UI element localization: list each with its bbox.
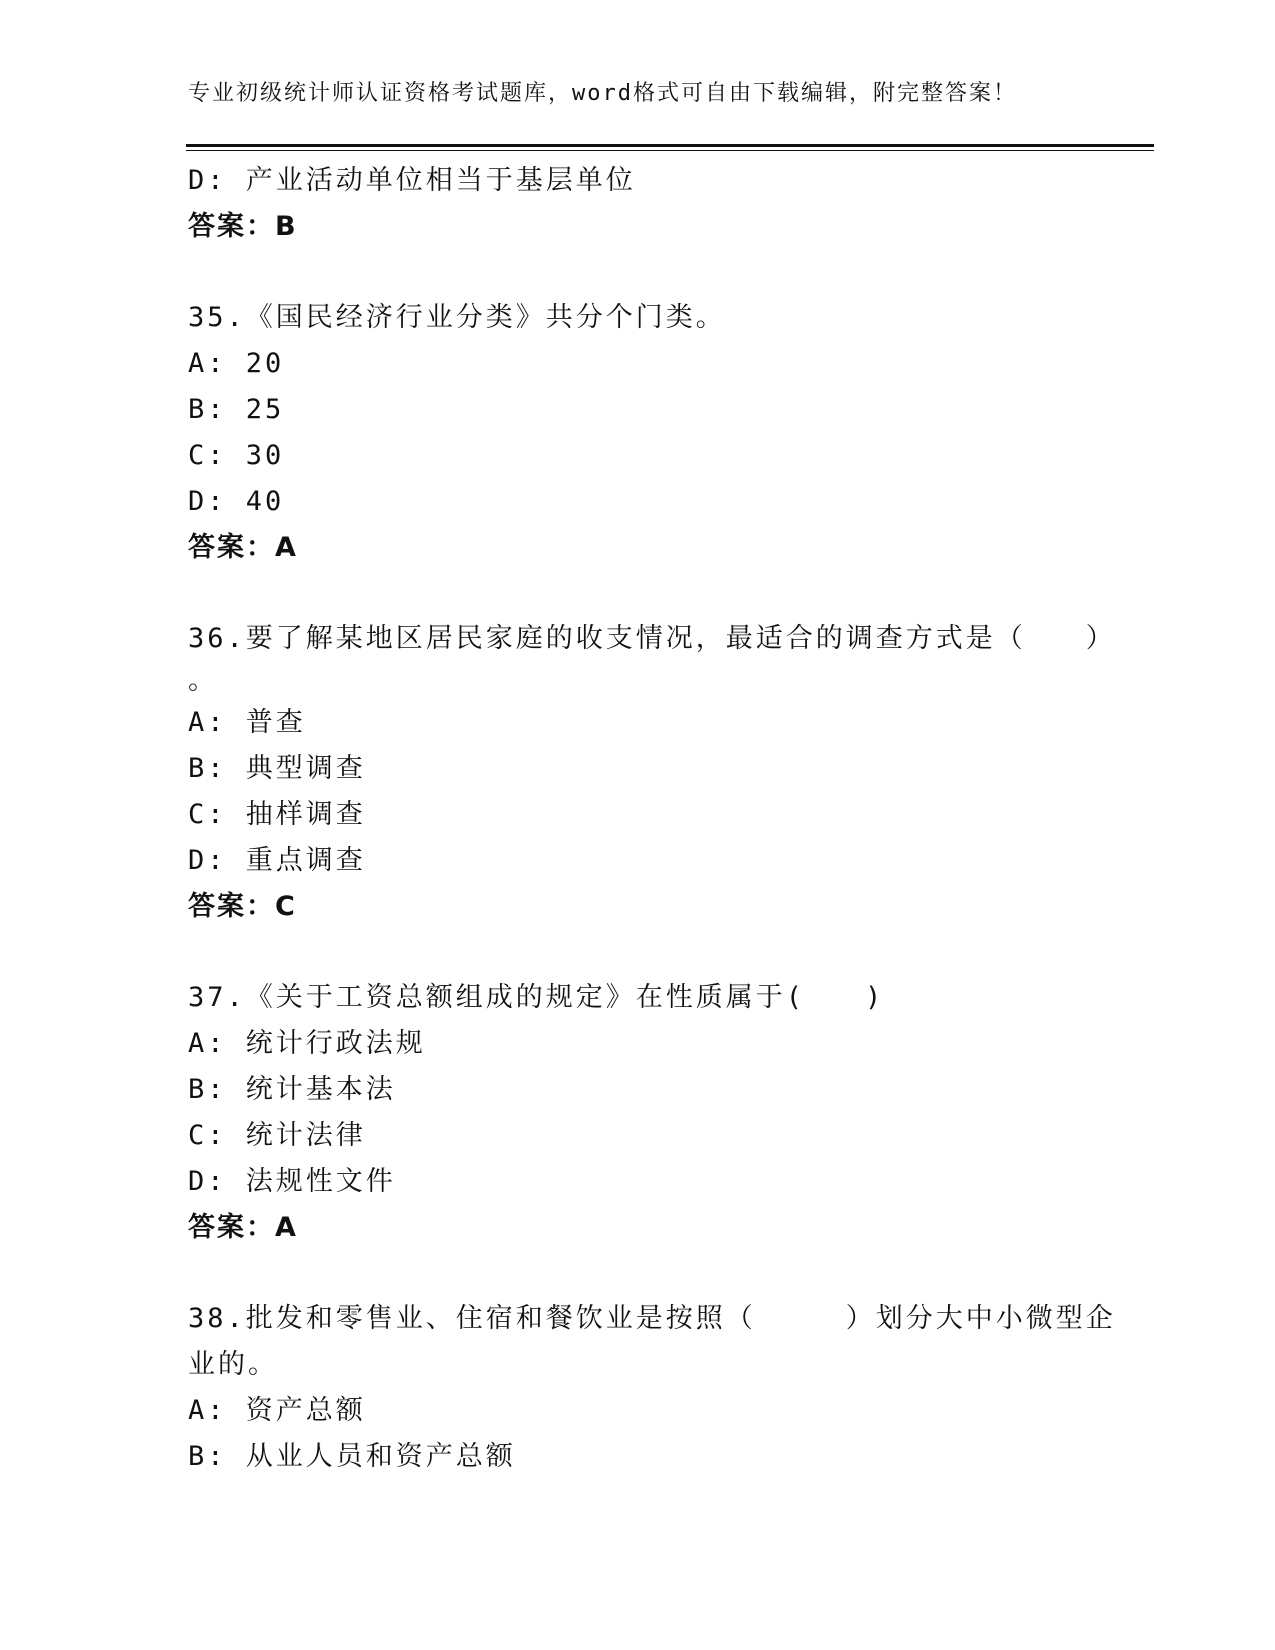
question-block (188, 975, 1128, 1251)
question-text: 35.《国民经济行业分类》共分个门类。 (188, 302, 726, 333)
header-rule-thin (186, 150, 1154, 151)
question-text-continued: 。 (188, 665, 218, 696)
option-a: A: 资产总额 (188, 1395, 366, 1426)
option-c: C: 抽样调查 (188, 799, 366, 830)
option-b: B: 从业人员和资产总额 (188, 1441, 516, 1472)
answer: 答案：A (188, 1212, 298, 1243)
answer: 答案：B (188, 211, 298, 242)
answer: 答案：C (188, 891, 297, 922)
option-c: C: 统计法律 (188, 1120, 366, 1151)
option-a: A: 普查 (188, 707, 306, 738)
question-content (188, 158, 1128, 1480)
question-text: 37.《关于工资总额组成的规定》在性质属于( ) (188, 982, 885, 1013)
option-d: D: 产业活动单位相当于基层单位 (188, 165, 636, 196)
question-block (188, 616, 1128, 930)
question-text-continued: 业的。 (188, 1349, 278, 1380)
question-block (188, 1296, 1128, 1480)
question-block (188, 295, 1128, 571)
option-d: D: 法规性文件 (188, 1166, 396, 1197)
header-rule-thick (186, 144, 1154, 147)
answer: 答案：A (188, 532, 298, 563)
page-header: 专业初级统计师认证资格考试题库，word格式可自由下载编辑，附完整答案！ (188, 81, 1017, 106)
question-text: 36.要了解某地区居民家庭的收支情况，最适合的调查方式是（ ） (188, 623, 1116, 654)
option-b: B: 25 (188, 394, 285, 425)
option-b: B: 典型调查 (188, 753, 366, 784)
option-d: D: 重点调查 (188, 845, 366, 876)
question-text: 38.批发和零售业、住宿和餐饮业是按照（ ）划分大中小微型企 (188, 1303, 1116, 1334)
option-a: A: 统计行政法规 (188, 1028, 426, 1059)
option-b: B: 统计基本法 (188, 1074, 396, 1105)
option-a: A: 20 (188, 348, 285, 379)
option-d: D: 40 (188, 486, 285, 517)
option-c: C: 30 (188, 440, 285, 471)
